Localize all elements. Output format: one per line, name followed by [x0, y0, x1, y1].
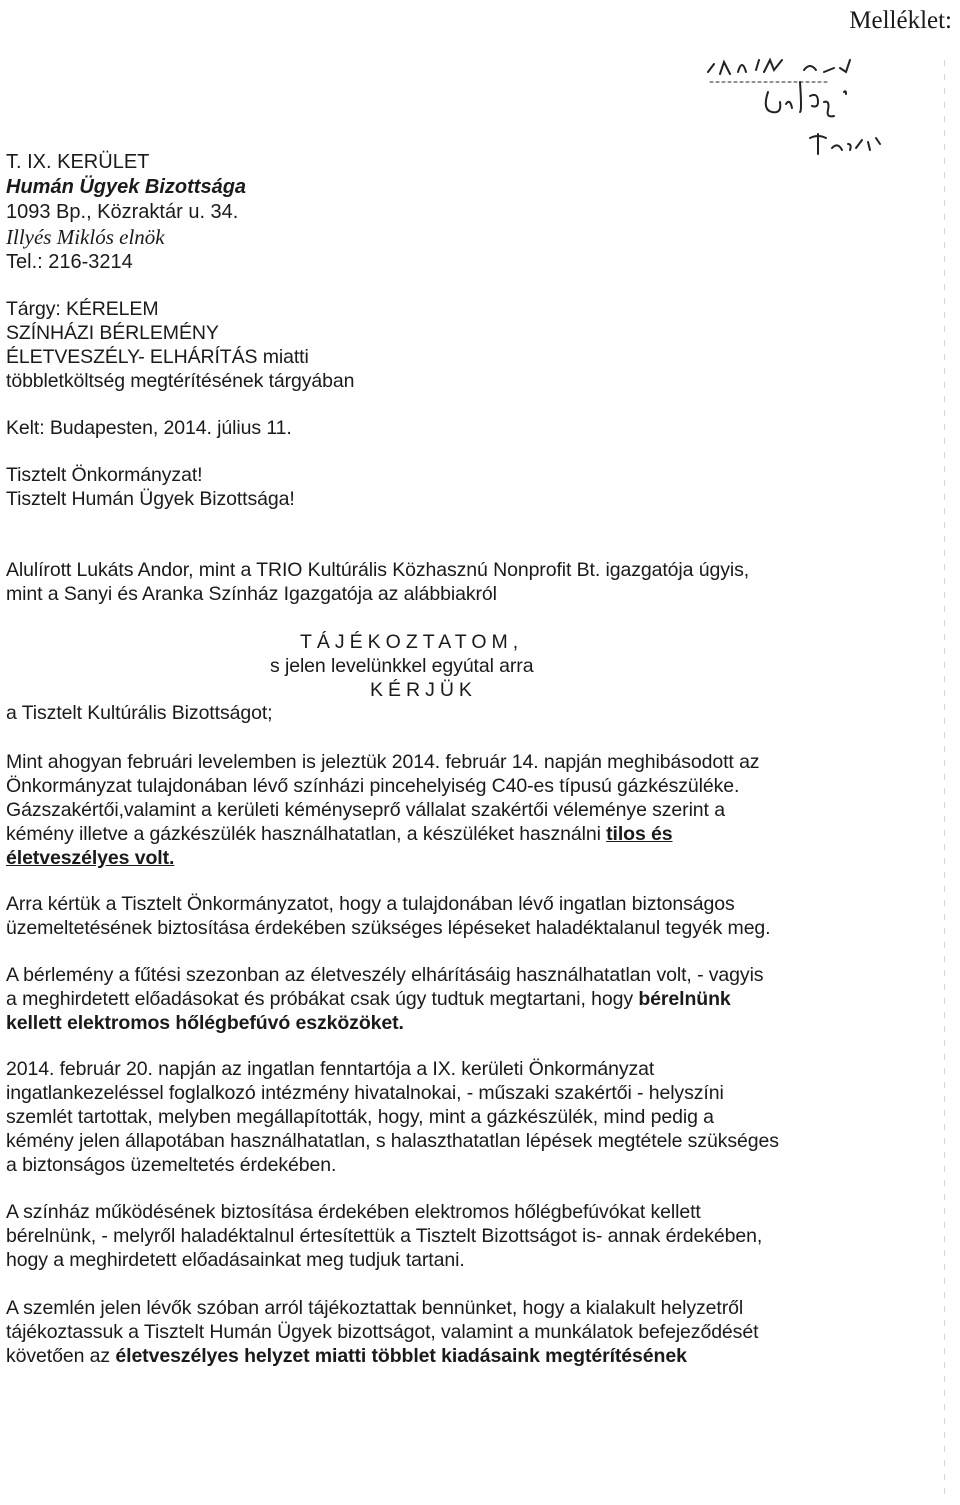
addressee-phone: Tel.: 216-3214: [6, 251, 133, 273]
paragraph-line: [6, 1344, 687, 1368]
intro-line: Alulírott Lukáts Andor, mint a TRIO Kultúrális Közhasznú Nonprofit Bt. igazgatója úgyis,: [6, 559, 750, 581]
paragraph-line: szemlét tartottak, melyben megállapították, hogy, mint a gázkészülék, mind pedig a: [6, 1106, 714, 1128]
paragraph-line: ingatlankezeléssel foglalkozó intézmény hivatalnokai, - műszaki szakértői - helyszíni: [6, 1082, 724, 1104]
paragraph-line: A bérlemény a fűtési szezonban az életveszély elhárításáig használhatatlan volt, - vagyis: [6, 964, 764, 986]
paragraph-line: a biztonságos üzemeltetés érdekében.: [6, 1154, 337, 1176]
paragraph-text: követően az: [6, 1345, 116, 1367]
emphasis-text: életveszélyes volt.: [6, 847, 175, 869]
paragraph-line: Gázszakértői,valamint a kerületi kéményseprő vállalat szakértői véleménye szerint a: [6, 799, 725, 821]
emphasis-text: kellett elektromos hőlégbefúvó eszközöket.: [6, 1012, 404, 1034]
intro-line: mint a Sanyi és Aranka Színház Igazgatója az alábbiakról: [6, 583, 497, 605]
emphasis-text: bérelnünk: [638, 988, 731, 1010]
inform-also: s jelen levelünkkel egyútal arra: [270, 655, 534, 677]
addressee-district: T. IX. KERÜLET: [6, 151, 150, 173]
scan-edge-line: [944, 60, 945, 1500]
inform-addressee: a Tisztelt Kultúrális Bizottságot;: [6, 702, 273, 724]
addressee-chair: Illyés Miklós elnök: [6, 225, 165, 249]
paragraph-line: Önkormányzat tulajdonában lévő színházi pincehelyiség C40-es típusú gázkészüléke.: [6, 775, 740, 797]
subject-line: Tárgy: KÉRELEM: [6, 298, 159, 320]
handwritten-note-icon: [700, 52, 940, 162]
paragraph-line: Arra kértük a Tisztelt Önkormányzatot, hogy a tulajdonában lévő ingatlan biztonságos: [6, 893, 735, 915]
addressee-committee: Humán Ügyek Bizottsága: [6, 176, 247, 198]
paragraph-text: a meghirdetett előadásokat és próbákat csak úgy tudtuk megtartani, hogy: [6, 988, 639, 1010]
attachment-label: Melléklet:: [849, 7, 952, 34]
paragraph-line: Mint ahogyan februári levelemben is jeleztük 2014. február 14. napján meghibásodott az: [6, 751, 760, 773]
paragraph-line: 2014. február 20. napján az ingatlan fenntartója a IX. kerületi Önkormányzat: [6, 1058, 655, 1080]
paragraph-line: hogy a meghirdetett előadásainkat meg tudjuk tartani.: [6, 1249, 465, 1271]
paragraph-line: A színház működésének biztosítása érdekében elektromos hőlégbefúvókat kellett: [6, 1201, 701, 1223]
paragraph-line: [6, 987, 731, 1011]
addressee-address: 1093 Bp., Közraktár u. 34.: [6, 201, 239, 223]
subject-line: ÉLETVESZÉLY- ELHÁRÍTÁS miatti: [6, 346, 309, 368]
subject-line: SZÍNHÁZI BÉRLEMÉNY: [6, 322, 219, 344]
paragraph-line: üzemeltetésének biztosítása érdekében szükséges lépéseket haladéktalanul tegyék meg.: [6, 917, 771, 939]
request-heading: KÉRJÜK: [370, 679, 477, 701]
paragraph-line: tájékoztassuk a Tisztelt Humán Ügyek bizottságot, valamint a munkálatok befejeződését: [6, 1321, 759, 1343]
date-line: Kelt: Budapesten, 2014. július 11.: [6, 417, 292, 439]
inform-heading: TÁJÉKOZTATOM,: [300, 631, 524, 653]
paragraph-line: [6, 822, 673, 846]
paragraph-line: bérelnünk, - melyről haladéktalnul értesítettük a Tisztelt Bizottságot is- annak érdekében,: [6, 1225, 763, 1247]
salutation-line: Tisztelt Humán Ügyek Bizottsága!: [6, 488, 295, 510]
subject-line: többletköltség megtérítésének tárgyában: [6, 370, 355, 392]
paragraph-line: A szemlén jelen lévők szóban arról tájékoztattak bennünket, hogy a kialakult helyzetről: [6, 1297, 744, 1319]
paragraph-line: kémény jelen állapotában használhatatlan, s halaszthatatlan lépések megtétele szükséges: [6, 1130, 779, 1152]
emphasis-text: tilos és: [606, 823, 673, 845]
emphasis-text: életveszélyes helyzet miatti többlet kiadásaink megtérítésének: [115, 1345, 687, 1367]
paragraph-text: kémény illetve a gázkészülék használhatatlan, a készüléket használni: [6, 823, 607, 845]
salutation-line: Tisztelt Önkormányzat!: [6, 464, 203, 486]
